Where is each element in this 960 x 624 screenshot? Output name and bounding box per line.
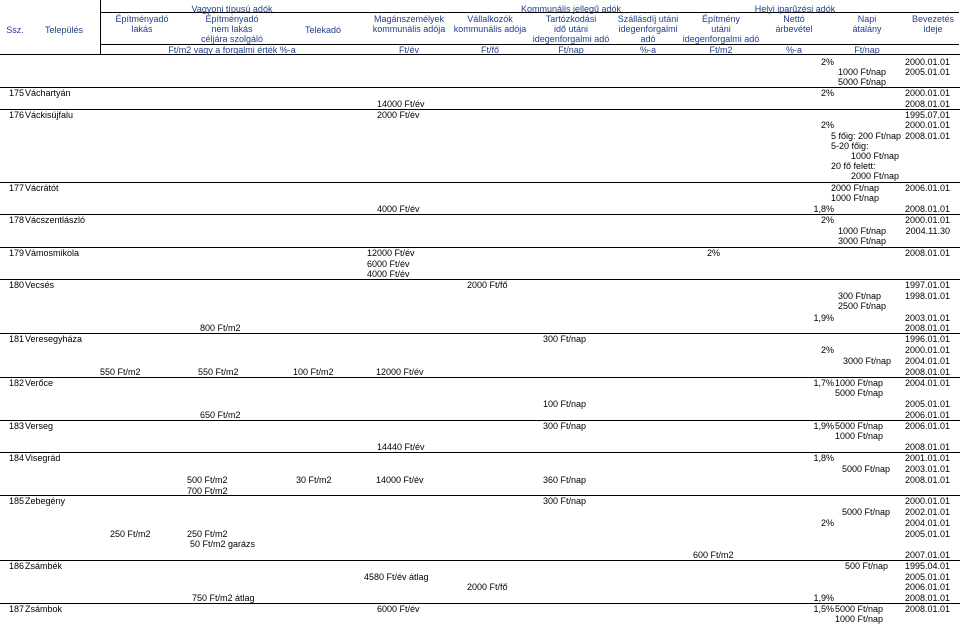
table-cell: 179 — [9, 248, 25, 258]
table-cell: 250 Ft/m2 — [110, 529, 151, 539]
unit-label: Ft/nap — [854, 45, 880, 55]
column-header: átalány — [852, 24, 882, 34]
table-cell: 2000 Ft/fő — [467, 280, 508, 290]
table-cell: 5 főig: 200 Ft/nap — [831, 131, 902, 141]
table-cell: 5000 Ft/nap — [835, 421, 884, 431]
table-cell: 2% — [820, 518, 834, 528]
table-cell: 800 Ft/m2 — [200, 323, 241, 333]
row-separator — [0, 247, 960, 248]
table-cell: Vácszentlászló — [25, 215, 86, 225]
row-separator — [0, 495, 960, 496]
table-cell: 14440 Ft/év — [377, 442, 425, 452]
table-cell: 2004.11.30 — [905, 226, 950, 236]
table-cell: 3000 Ft/nap — [843, 356, 892, 366]
table-cell: 1,7% — [813, 378, 834, 388]
table-cell: 750 Ft/m2 átlag — [192, 593, 255, 603]
table-cell: 2006.01.01 — [904, 183, 950, 193]
table-cell: Vácrátót — [25, 183, 59, 193]
table-cell: Verőce — [25, 378, 54, 388]
unit-label: %-a — [785, 45, 803, 55]
column-header: Bevezetés — [911, 14, 955, 24]
table-cell: 650 Ft/m2 — [200, 410, 241, 420]
table-cell: 2002.01.01 — [904, 507, 950, 517]
table-cell: 2008.01.01 — [904, 593, 950, 603]
column-header: kommunális adója — [372, 24, 446, 34]
table-cell: 185 — [9, 496, 25, 506]
column-header: Nettó — [783, 14, 805, 24]
table-cell: Zsámbék — [25, 561, 63, 571]
table-cell: 180 — [9, 280, 25, 290]
table-cell: 5000 Ft/nap — [835, 388, 884, 398]
table-cell: 2000 Ft/nap — [831, 183, 880, 193]
table-cell: 178 — [9, 215, 25, 225]
table-cell: 2% — [820, 88, 834, 98]
table-cell: 2004.01.01 — [904, 518, 950, 528]
table-cell: 2% — [820, 345, 834, 355]
table-cell: Veresegyháza — [25, 334, 83, 344]
table-cell: 2000.01.01 — [904, 57, 950, 67]
table-cell: 2008.01.01 — [904, 204, 950, 214]
table-cell: 1000 Ft/nap — [851, 151, 900, 161]
column-header: idegenforgalmi adó — [532, 34, 610, 44]
table-cell: 2005.01.01 — [904, 572, 950, 582]
column-header: Telekadó — [304, 25, 342, 35]
table-cell: 12000 Ft/év — [367, 248, 415, 258]
unit-label: Ft/m2 — [709, 45, 733, 55]
table-cell: Váchartyán — [25, 88, 71, 98]
table-cell: 550 Ft/m2 — [100, 367, 141, 377]
table-cell: Visegrád — [25, 453, 61, 463]
table-cell: 300 Ft/nap — [543, 421, 587, 431]
column-header: utáni — [711, 24, 731, 34]
table-cell: 2003.01.01 — [904, 313, 950, 323]
table-cell: 1,5% — [813, 604, 834, 614]
column-header: kommunális adója — [453, 24, 527, 34]
table-cell: 183 — [9, 421, 25, 431]
table-cell: 700 Ft/m2 — [187, 486, 228, 496]
row-separator — [0, 109, 960, 110]
table-cell: 2008.01.01 — [904, 604, 950, 614]
table-cell: 2500 Ft/nap — [838, 301, 887, 311]
table-cell: 6000 Ft/év — [367, 259, 410, 269]
table-cell: 177 — [9, 183, 25, 193]
table-cell: 1,9% — [813, 593, 834, 603]
table-cell: 187 — [9, 604, 25, 614]
table-cell: 100 Ft/m2 — [293, 367, 334, 377]
table-cell: 182 — [9, 378, 25, 388]
column-header: lakás — [131, 24, 153, 34]
table-cell: 1997.01.01 — [904, 280, 950, 290]
unit-label: Ft/nap — [558, 45, 584, 55]
table-cell: 250 Ft/m2 — [187, 529, 228, 539]
table-cell: 2005.01.01 — [904, 399, 950, 409]
column-header: Építményadó — [205, 14, 259, 24]
table-cell: 1000 Ft/nap — [835, 378, 884, 388]
table-cell: 30 Ft/m2 — [296, 475, 332, 485]
table-cell: 1,8% — [813, 453, 834, 463]
table-cell: 2000 Ft/nap — [851, 171, 900, 181]
table-cell: 300 Ft/nap — [543, 496, 587, 506]
table-cell: 184 — [9, 453, 25, 463]
header-group-title: Kommunális jellegű adók — [520, 4, 622, 14]
table-cell: 2006.01.01 — [904, 421, 950, 431]
unit-label: %-a — [639, 45, 657, 55]
column-header: adó — [640, 34, 656, 44]
table-cell: 2005.01.01 — [904, 67, 950, 77]
table-cell: Zebegény — [25, 496, 66, 506]
column-header: idő utáni — [553, 24, 589, 34]
table-cell: 176 — [9, 110, 25, 120]
table-cell: 2004.01.01 — [904, 378, 950, 388]
table-cell: 500 Ft/nap — [845, 561, 889, 571]
column-header: Napi — [857, 14, 877, 24]
table-cell: 2008.01.01 — [904, 442, 950, 452]
table-cell: 6000 Ft/év — [377, 604, 420, 614]
table-cell: 1000 Ft/nap — [838, 67, 887, 77]
table-cell: 2% — [820, 57, 834, 67]
table-cell: Váckisújfalu — [25, 110, 74, 120]
column-header: Tartózkodási — [545, 14, 597, 24]
row-separator — [0, 87, 960, 88]
table-cell: 2000.01.01 — [904, 88, 950, 98]
table-cell: 2% — [706, 248, 720, 258]
header-group-title: Helyi iparűzési adók — [754, 4, 836, 14]
row-separator — [0, 214, 960, 215]
table-cell: 2008.01.01 — [904, 248, 950, 258]
table-cell: 600 Ft/m2 — [693, 550, 734, 560]
column-header: Magánszemélyek — [373, 14, 445, 24]
table-cell: 50 Ft/m2 garázs — [190, 539, 256, 549]
table-cell: 2008.01.01 — [904, 475, 950, 485]
table-cell: 360 Ft/nap — [543, 475, 587, 485]
table-cell: 3000 Ft/nap — [838, 236, 887, 246]
table-cell: 2008.01.01 — [904, 99, 950, 109]
header-left-divider — [100, 0, 101, 55]
column-header: ideje — [923, 24, 943, 34]
column-header: idegenforgalmi — [618, 24, 678, 34]
unit-label: Ft/fő — [480, 45, 500, 55]
table-cell: 175 — [9, 88, 25, 98]
table-cell: 1,8% — [813, 204, 834, 214]
table-cell: 5000 Ft/nap — [842, 464, 891, 474]
table-cell: 100 Ft/nap — [543, 399, 587, 409]
table-cell: 2008.01.01 — [904, 367, 950, 377]
table-cell: 1000 Ft/nap — [835, 431, 884, 441]
table-cell: Zsámbok — [25, 604, 63, 614]
column-header: céljára szolgáló — [200, 34, 264, 44]
table-cell: 2007.01.01 — [904, 550, 950, 560]
table-cell: 14000 Ft/év — [377, 99, 425, 109]
table-cell: 2000.01.01 — [904, 496, 950, 506]
table-cell: 1998.01.01 — [904, 291, 950, 301]
unit-label: Ft/m2 vagy a forgalmi érték %-a — [168, 45, 296, 55]
table-cell: 1,9% — [813, 313, 834, 323]
unit-label: Ft/év — [398, 45, 420, 55]
table-cell: 2% — [820, 120, 834, 130]
column-header: Építmény — [701, 14, 741, 24]
table-cell: 2008.01.01 — [904, 323, 950, 333]
table-cell: 2006.01.01 — [904, 582, 950, 592]
table-cell: 4580 Ft/év átlag — [364, 572, 429, 582]
table-cell: 14000 Ft/év — [376, 475, 424, 485]
row-separator — [0, 560, 960, 561]
table-cell: 1995.07.01 — [904, 110, 950, 120]
table-cell: 2000.01.01 — [904, 215, 950, 225]
table-cell: 2% — [820, 215, 834, 225]
table-cell: 2000.01.01 — [904, 345, 950, 355]
table-cell: Verseg — [25, 421, 54, 431]
table-cell: 2005.01.01 — [904, 529, 950, 539]
row-separator — [0, 333, 960, 334]
table-cell: 20 fő felett: — [831, 161, 876, 171]
table-cell: Vámosmikola — [25, 248, 80, 258]
column-header: nem lakás — [211, 24, 253, 34]
column-header: Vállalkozók — [467, 14, 513, 24]
table-cell: 186 — [9, 561, 25, 571]
column-header: Szállásdíj utáni — [617, 14, 679, 24]
table-cell: 550 Ft/m2 — [198, 367, 239, 377]
table-cell: 300 Ft/nap — [543, 334, 587, 344]
table-cell: 2000 Ft/fő — [467, 582, 508, 592]
table-cell: 5000 Ft/nap — [838, 77, 887, 87]
table-cell: 4000 Ft/év — [367, 269, 410, 279]
table-cell: 1000 Ft/nap — [835, 614, 884, 624]
table-cell: 2000.01.01 — [904, 120, 950, 130]
header-group-title: Vagyoni típusú adók — [191, 4, 273, 14]
column-header: árbevétel — [775, 24, 813, 34]
row-separator — [0, 182, 960, 183]
table-cell: 500 Ft/m2 — [187, 475, 228, 485]
table-cell: 300 Ft/nap — [838, 291, 882, 301]
table-cell: 1000 Ft/nap — [838, 226, 887, 236]
table-cell: 1995.04.01 — [904, 561, 950, 571]
table-cell: 2000 Ft/év — [377, 110, 420, 120]
table-cell: Vecsés — [25, 280, 55, 290]
table-cell: 5000 Ft/nap — [842, 507, 891, 517]
table-cell: 5000 Ft/nap — [835, 604, 884, 614]
table-cell: 2001.01.01 — [904, 453, 950, 463]
table-cell: 2004.01.01 — [904, 356, 950, 366]
column-header: idegenforgalmi adó — [682, 34, 760, 44]
column-header: Építményadó — [115, 14, 169, 24]
table-cell: 4000 Ft/év — [377, 204, 420, 214]
table-cell: 2006.01.01 — [904, 410, 950, 420]
table-cell: 12000 Ft/év — [376, 367, 424, 377]
table-cell: 1000 Ft/nap — [831, 193, 880, 203]
table-cell: 1996.01.01 — [904, 334, 950, 344]
table-cell: 5-20 főig: — [831, 141, 869, 151]
table-cell: 2003.01.01 — [904, 464, 950, 474]
table-cell: 2008.01.01 — [904, 131, 950, 141]
table-cell: 1,9% — [813, 421, 834, 431]
column-header: Ssz. — [6, 25, 24, 35]
column-header: Település — [44, 25, 84, 35]
table-cell: 181 — [9, 334, 25, 344]
